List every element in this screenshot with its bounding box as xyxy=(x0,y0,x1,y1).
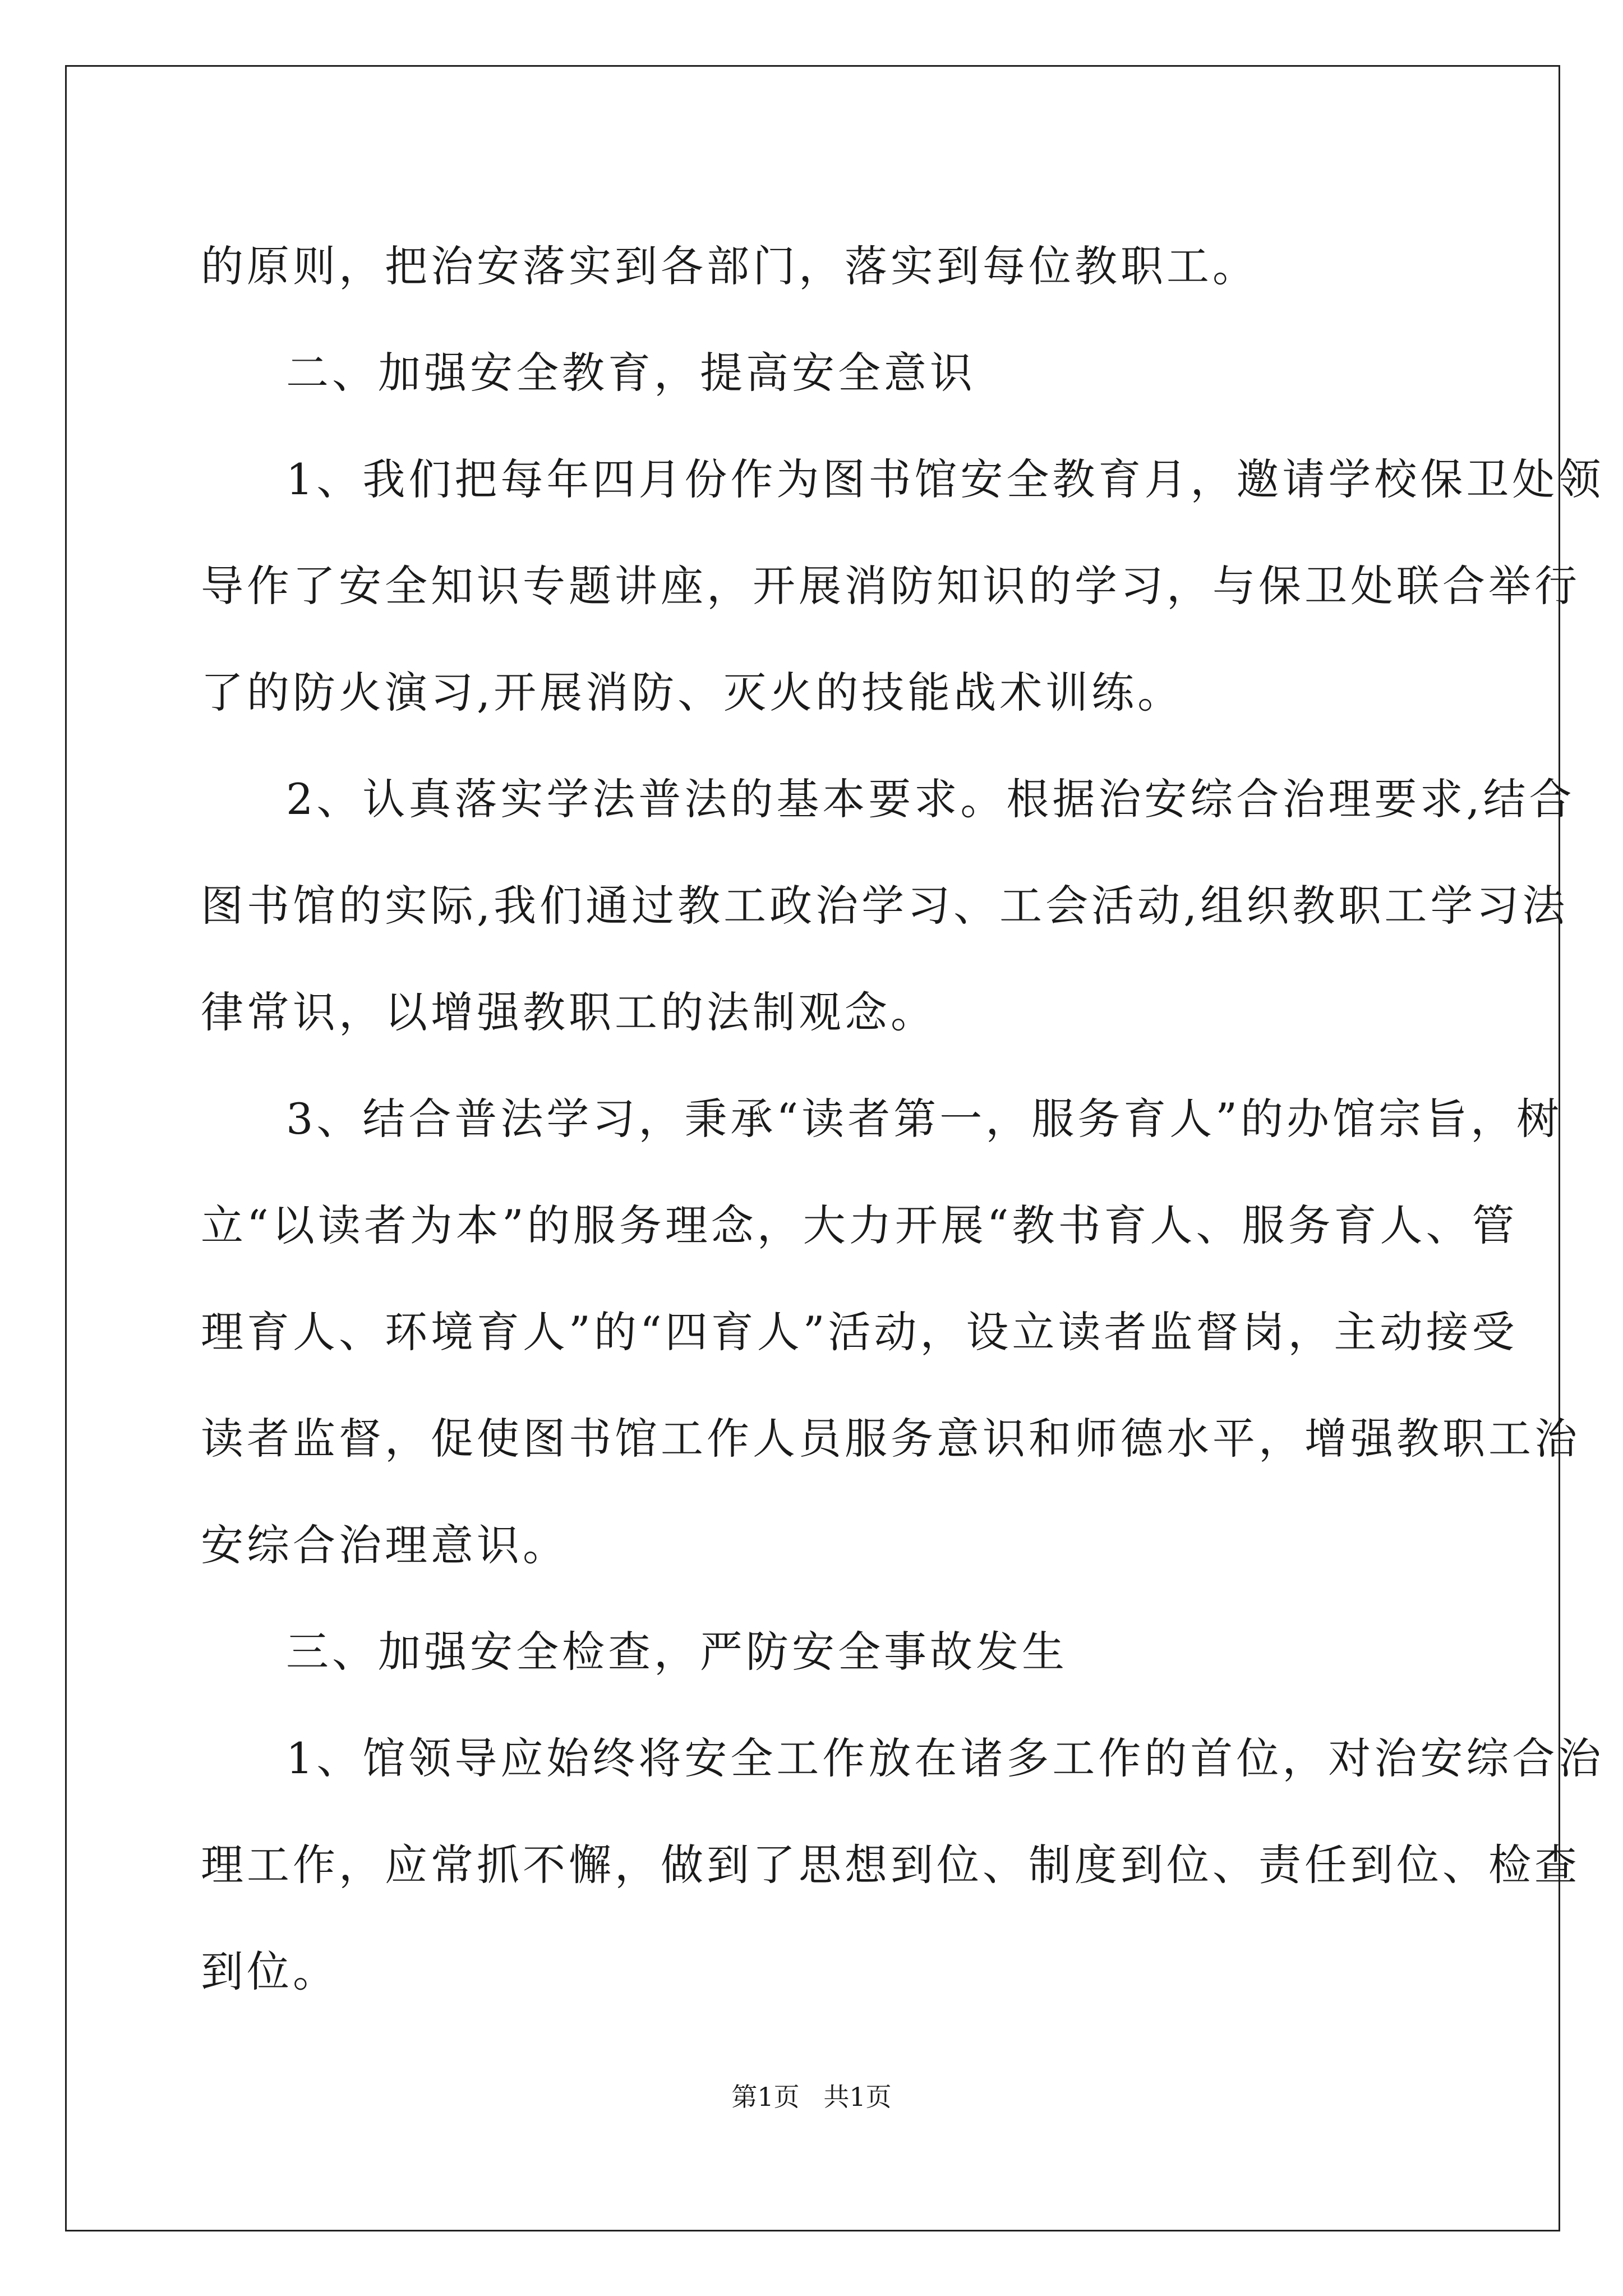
text-line: 读者监督，促使图书馆工作人员服务意识和师德水平，增强教职工治 xyxy=(201,1414,1580,1464)
text-line: 1、馆领导应始终将安全工作放在诸多工作的首位，对治安综合治 xyxy=(286,1733,1604,1783)
section-heading: 三、加强安全检查，严防安全事故发生 xyxy=(286,1627,1068,1677)
text-line: 的原则，把治安落实到各部门，落实到每位教职工。 xyxy=(201,241,1258,291)
text-line: 了的防火演习,开展消防、灭火的技能战术训练。 xyxy=(201,668,1184,717)
page-footer xyxy=(0,2077,1623,2114)
text-line: 安综合治理意识。 xyxy=(201,1520,569,1570)
text-line: 2、认真落实学法普法的基本要求。根据治安综合治理要求,结合 xyxy=(286,774,1575,824)
text-line: 3、结合普法学习，秉承“读者第一，服务育人”的办馆宗旨，树 xyxy=(286,1094,1563,1144)
text-line: 1、我们把每年四月份作为图书馆安全教育月，邀请学校保卫处领 xyxy=(286,454,1604,504)
text-line: 到位。 xyxy=(201,1947,339,1996)
text-line: 理工作，应常抓不懈，做到了思想到位、制度到位、责任到位、检查 xyxy=(201,1840,1580,1890)
text-line: 律常识，以增强教职工的法制观念。 xyxy=(201,987,937,1037)
text-line: 导作了安全知识专题讲座，开展消防知识的学习，与保卫处联合举行 xyxy=(201,561,1580,611)
page-number: 第1页 xyxy=(731,2082,800,2112)
text-line: 理育人、环境育人”的“四育人”活动，设立读者监督岗，主动接受 xyxy=(201,1307,1518,1357)
section-heading: 二、加强安全教育，提高安全意识 xyxy=(286,348,976,398)
text-line: 立“以读者为本”的服务理念，大力开展“教书育人、服务育人、管 xyxy=(201,1200,1518,1250)
page-total: 共1页 xyxy=(823,2082,892,2112)
document-body xyxy=(201,213,1604,2025)
text-line: 图书馆的实际,我们通过教工政治学习、工会活动,组织教职工学习法 xyxy=(201,881,1569,931)
